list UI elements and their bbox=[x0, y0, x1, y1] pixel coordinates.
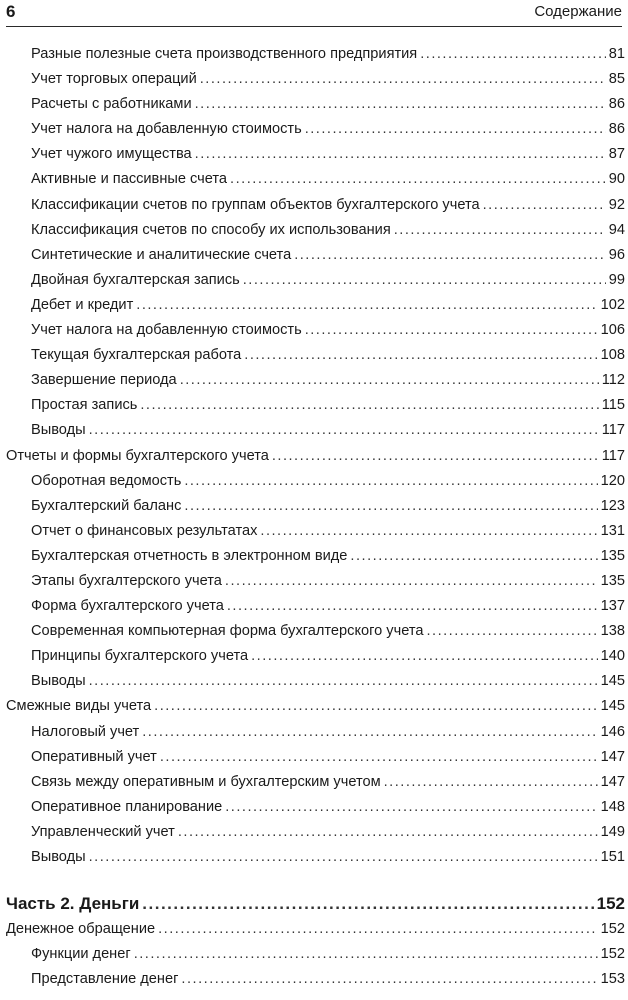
toc-entry-line bbox=[31, 197, 625, 213]
toc-entry-title: Учет налога на добавленную стоимость bbox=[31, 121, 302, 138]
toc-entry-page: 151 bbox=[600, 849, 625, 865]
toc-leader-dots bbox=[227, 598, 598, 614]
toc-entry-title: Этапы бухгалтерского учета bbox=[31, 572, 222, 589]
toc-entry-line bbox=[31, 121, 625, 137]
toc-entry-page: 147 bbox=[600, 773, 625, 790]
toc-entry-page: 120 bbox=[600, 472, 625, 489]
toc-entry-line bbox=[31, 146, 625, 162]
toc-entry-title: Простая запись bbox=[31, 397, 138, 414]
toc-entry-page: 108 bbox=[600, 347, 625, 364]
toc-entry-line bbox=[31, 322, 625, 338]
toc-entry-title: Форма бухгалтерского учета bbox=[31, 598, 224, 615]
toc-section-entry bbox=[0, 596, 628, 621]
toc-entry-title: Учет чужого имущества bbox=[31, 146, 192, 163]
toc-section-entry bbox=[0, 722, 628, 747]
toc-leader-dots bbox=[426, 623, 597, 639]
toc-entry-title: Учет торговых операций bbox=[31, 71, 197, 88]
toc-section-entry bbox=[0, 797, 628, 822]
toc-leader-dots bbox=[180, 372, 599, 388]
toc-part-entry bbox=[0, 872, 628, 919]
toc-leader-dots bbox=[483, 197, 606, 213]
toc-entry-line bbox=[31, 96, 625, 112]
toc-entry-title: Двойная бухгалтерская запись bbox=[31, 271, 240, 288]
toc-entry-title: Выводы bbox=[31, 673, 86, 690]
toc-entry-line bbox=[31, 774, 625, 790]
toc-entry-page: 102 bbox=[600, 296, 625, 313]
toc-entry-title: Часть 2. Деньги bbox=[6, 894, 140, 914]
toc-entry-title: Связь между оперативным и бухгалтерским учетом bbox=[31, 773, 381, 790]
toc-entry-title: Учет налога на добавленную стоимость bbox=[31, 322, 302, 339]
toc-section-entry bbox=[0, 546, 628, 571]
toc-entry-title: Представление денег bbox=[31, 971, 179, 988]
toc-entry-page: 148 bbox=[600, 798, 625, 815]
toc-entry-title: Функции денег bbox=[31, 946, 131, 963]
page-header bbox=[6, 0, 622, 27]
toc-entry-title: Оборотная ведомость bbox=[31, 472, 182, 489]
toc-entry-line bbox=[31, 971, 625, 987]
toc-section-entry bbox=[0, 471, 628, 496]
toc-leader-dots bbox=[225, 573, 598, 589]
toc-leader-dots bbox=[184, 498, 597, 514]
toc-leader-dots bbox=[244, 347, 597, 363]
toc-entry-page: 149 bbox=[600, 823, 625, 840]
page-number: 6 bbox=[6, 2, 16, 21]
toc-leader-dots bbox=[200, 71, 606, 87]
toc-section-entry bbox=[0, 44, 628, 69]
toc-entry-line bbox=[31, 548, 625, 564]
toc-section-entry bbox=[0, 94, 628, 119]
toc-entry-page: 117 bbox=[601, 447, 625, 464]
toc-leader-dots bbox=[89, 422, 599, 438]
toc-entry-line bbox=[31, 171, 625, 187]
toc-entry-line bbox=[31, 71, 625, 87]
toc-entry-title: Текущая бухгалтерская работа bbox=[31, 347, 242, 364]
toc-leader-dots bbox=[136, 297, 597, 313]
toc-entry-page: 153 bbox=[600, 971, 625, 988]
toc-entry-title: Завершение периода bbox=[31, 372, 177, 389]
toc-section-entry bbox=[0, 822, 628, 847]
toc-entry-page: 87 bbox=[608, 146, 625, 163]
toc-entry-line bbox=[31, 272, 625, 288]
toc-entry-line bbox=[31, 347, 625, 363]
toc-section-entry bbox=[0, 169, 628, 194]
toc-leader-dots bbox=[142, 894, 593, 914]
toc-section-entry bbox=[0, 370, 628, 395]
toc-entry-line bbox=[31, 749, 625, 765]
toc-entry-page: 146 bbox=[600, 723, 625, 740]
toc-section-entry bbox=[0, 747, 628, 772]
toc-entry-line bbox=[31, 573, 625, 589]
toc-entry-page: 99 bbox=[608, 271, 625, 288]
toc-entry-page: 137 bbox=[600, 598, 625, 615]
toc-section-entry bbox=[0, 944, 628, 969]
toc-entry-page: 81 bbox=[608, 46, 625, 62]
toc-entry-title: Современная компьютерная форма бухгалтерского учета bbox=[31, 623, 424, 640]
toc-entry-line bbox=[6, 448, 625, 464]
toc-section-entry bbox=[0, 245, 628, 270]
toc-section-entry bbox=[0, 571, 628, 596]
toc-entry-line bbox=[31, 799, 625, 815]
toc-entry-title: Оперативное планирование bbox=[31, 798, 223, 815]
toc-leader-dots bbox=[305, 121, 606, 137]
toc-leader-dots bbox=[384, 774, 598, 790]
toc-entry-title: Оперативный учет bbox=[31, 748, 157, 765]
toc-entry-page: 140 bbox=[600, 648, 625, 665]
toc-leader-dots bbox=[142, 724, 597, 740]
toc-entry-page: 92 bbox=[608, 196, 625, 213]
toc-section-entry bbox=[0, 69, 628, 94]
toc-entry-title: Отчеты и формы бухгалтерского учета bbox=[6, 447, 269, 464]
toc-leader-dots bbox=[195, 146, 606, 162]
toc-leader-dots bbox=[89, 673, 598, 689]
toc-entry-line bbox=[31, 946, 625, 962]
toc-entry-title: Классификации счетов по группам объектов бухгалтерского учета bbox=[31, 196, 480, 213]
toc-section-entry bbox=[0, 220, 628, 245]
toc-entry-title: Бухгалтерский баланс bbox=[31, 497, 182, 514]
toc-entry-page: 96 bbox=[608, 246, 625, 263]
toc-entry-title: Налоговый учет bbox=[31, 723, 140, 740]
toc-chapter-entry bbox=[0, 919, 628, 944]
toc-leader-dots bbox=[243, 272, 606, 288]
toc-entry-page: 152 bbox=[596, 894, 625, 914]
toc-section-entry bbox=[0, 496, 628, 521]
toc-entry-line bbox=[31, 623, 625, 639]
toc-section-entry bbox=[0, 420, 628, 445]
toc-entry-title: Смежные виды учета bbox=[6, 698, 152, 715]
table-of-contents bbox=[0, 44, 628, 994]
toc-entry-title: Управленческий учет bbox=[31, 823, 175, 840]
toc-entry-page: 90 bbox=[608, 171, 625, 188]
toc-leader-dots bbox=[184, 473, 597, 489]
toc-entry-title: Принципы бухгалтерского учета bbox=[31, 648, 249, 665]
toc-leader-dots bbox=[420, 46, 606, 62]
toc-leader-dots bbox=[195, 96, 606, 112]
toc-entry-page: 135 bbox=[600, 572, 625, 589]
toc-entry-page: 117 bbox=[601, 422, 625, 439]
toc-leader-dots bbox=[251, 648, 598, 664]
toc-leader-dots bbox=[294, 247, 606, 263]
toc-entry-title: Синтетические и аналитические счета bbox=[31, 246, 292, 263]
toc-entry-page: 147 bbox=[600, 748, 625, 765]
toc-section-entry bbox=[0, 847, 628, 872]
toc-leader-dots bbox=[89, 849, 598, 865]
toc-leader-dots bbox=[350, 548, 597, 564]
toc-entry-title: Выводы bbox=[31, 422, 86, 439]
toc-section-entry bbox=[0, 395, 628, 420]
toc-section-entry bbox=[0, 521, 628, 546]
toc-entry-title: Классификация счетов по способу их использования bbox=[31, 221, 391, 238]
toc-section-entry bbox=[0, 195, 628, 220]
toc-entry-line bbox=[31, 247, 625, 263]
toc-leader-dots bbox=[272, 448, 599, 464]
toc-leader-dots bbox=[394, 222, 606, 238]
toc-entry-page: 152 bbox=[600, 921, 625, 938]
toc-entry-page: 86 bbox=[608, 96, 625, 113]
toc-entry-page: 94 bbox=[608, 221, 625, 238]
toc-entry-title: Дебет и кредит bbox=[31, 296, 134, 313]
toc-entry-page: 145 bbox=[600, 673, 625, 690]
toc-entry-line bbox=[31, 849, 625, 865]
toc-entry-page: 145 bbox=[600, 698, 625, 715]
toc-leader-dots bbox=[158, 921, 598, 937]
toc-section-entry bbox=[0, 295, 628, 320]
toc-entry-line bbox=[31, 648, 625, 664]
toc-entry-line bbox=[31, 523, 625, 539]
toc-leader-dots bbox=[181, 971, 597, 987]
toc-section-entry bbox=[0, 621, 628, 646]
toc-entry-line bbox=[31, 46, 625, 62]
toc-leader-dots bbox=[225, 799, 597, 815]
toc-entry-title: Расчеты с работниками bbox=[31, 96, 192, 113]
toc-leader-dots bbox=[160, 749, 598, 765]
toc-leader-dots bbox=[178, 824, 598, 840]
toc-entry-line bbox=[31, 473, 625, 489]
toc-entry-line bbox=[31, 397, 625, 413]
toc-section-entry bbox=[0, 969, 628, 994]
toc-entry-title: Бухгалтерская отчетность в электронном виде bbox=[31, 547, 348, 564]
toc-section-entry bbox=[0, 345, 628, 370]
toc-entry-line bbox=[31, 297, 625, 313]
toc-entry-line bbox=[6, 894, 625, 914]
toc-entry-page: 85 bbox=[608, 71, 625, 88]
toc-chapter-entry bbox=[0, 696, 628, 721]
toc-entry-line bbox=[31, 824, 625, 840]
toc-leader-dots bbox=[154, 698, 598, 714]
toc-section-entry bbox=[0, 270, 628, 295]
toc-leader-dots bbox=[230, 171, 606, 187]
toc-entry-line bbox=[31, 422, 625, 438]
toc-entry-page: 86 bbox=[608, 121, 625, 138]
toc-entry-page: 123 bbox=[600, 497, 625, 514]
toc-entry-page: 131 bbox=[600, 522, 625, 539]
toc-leader-dots bbox=[260, 523, 597, 539]
toc-leader-dots bbox=[134, 946, 598, 962]
toc-entry-title: Активные и пассивные счета bbox=[31, 171, 228, 188]
toc-section-entry bbox=[0, 671, 628, 696]
toc-entry-page: 115 bbox=[601, 397, 625, 414]
toc-entry-page: 106 bbox=[600, 322, 625, 339]
toc-chapter-entry bbox=[0, 446, 628, 471]
toc-section-entry bbox=[0, 119, 628, 144]
toc-entry-line bbox=[6, 698, 625, 714]
toc-entry-title: Разные полезные счета производственного предприятия bbox=[31, 46, 418, 62]
toc-entry-line bbox=[31, 673, 625, 689]
toc-section-entry bbox=[0, 320, 628, 345]
toc-entry-line bbox=[31, 598, 625, 614]
toc-entry-title: Выводы bbox=[31, 849, 86, 865]
section-title: Содержание bbox=[534, 3, 622, 20]
toc-entry-line bbox=[31, 222, 625, 238]
toc-entry-page: 112 bbox=[601, 372, 625, 389]
toc-entry-page: 135 bbox=[600, 547, 625, 564]
toc-entry-title: Отчет о финансовых результатах bbox=[31, 522, 258, 539]
toc-leader-dots bbox=[305, 322, 598, 338]
toc-entry-page: 152 bbox=[600, 946, 625, 963]
toc-entry-line bbox=[6, 921, 625, 937]
toc-entry-line bbox=[31, 498, 625, 514]
toc-entry-line bbox=[31, 372, 625, 388]
toc-section-entry bbox=[0, 772, 628, 797]
toc-section-entry bbox=[0, 646, 628, 671]
toc-entry-line bbox=[31, 724, 625, 740]
toc-section-entry bbox=[0, 144, 628, 169]
toc-entry-page: 138 bbox=[600, 623, 625, 640]
toc-entry-title: Денежное обращение bbox=[6, 921, 156, 938]
toc-leader-dots bbox=[140, 397, 598, 413]
